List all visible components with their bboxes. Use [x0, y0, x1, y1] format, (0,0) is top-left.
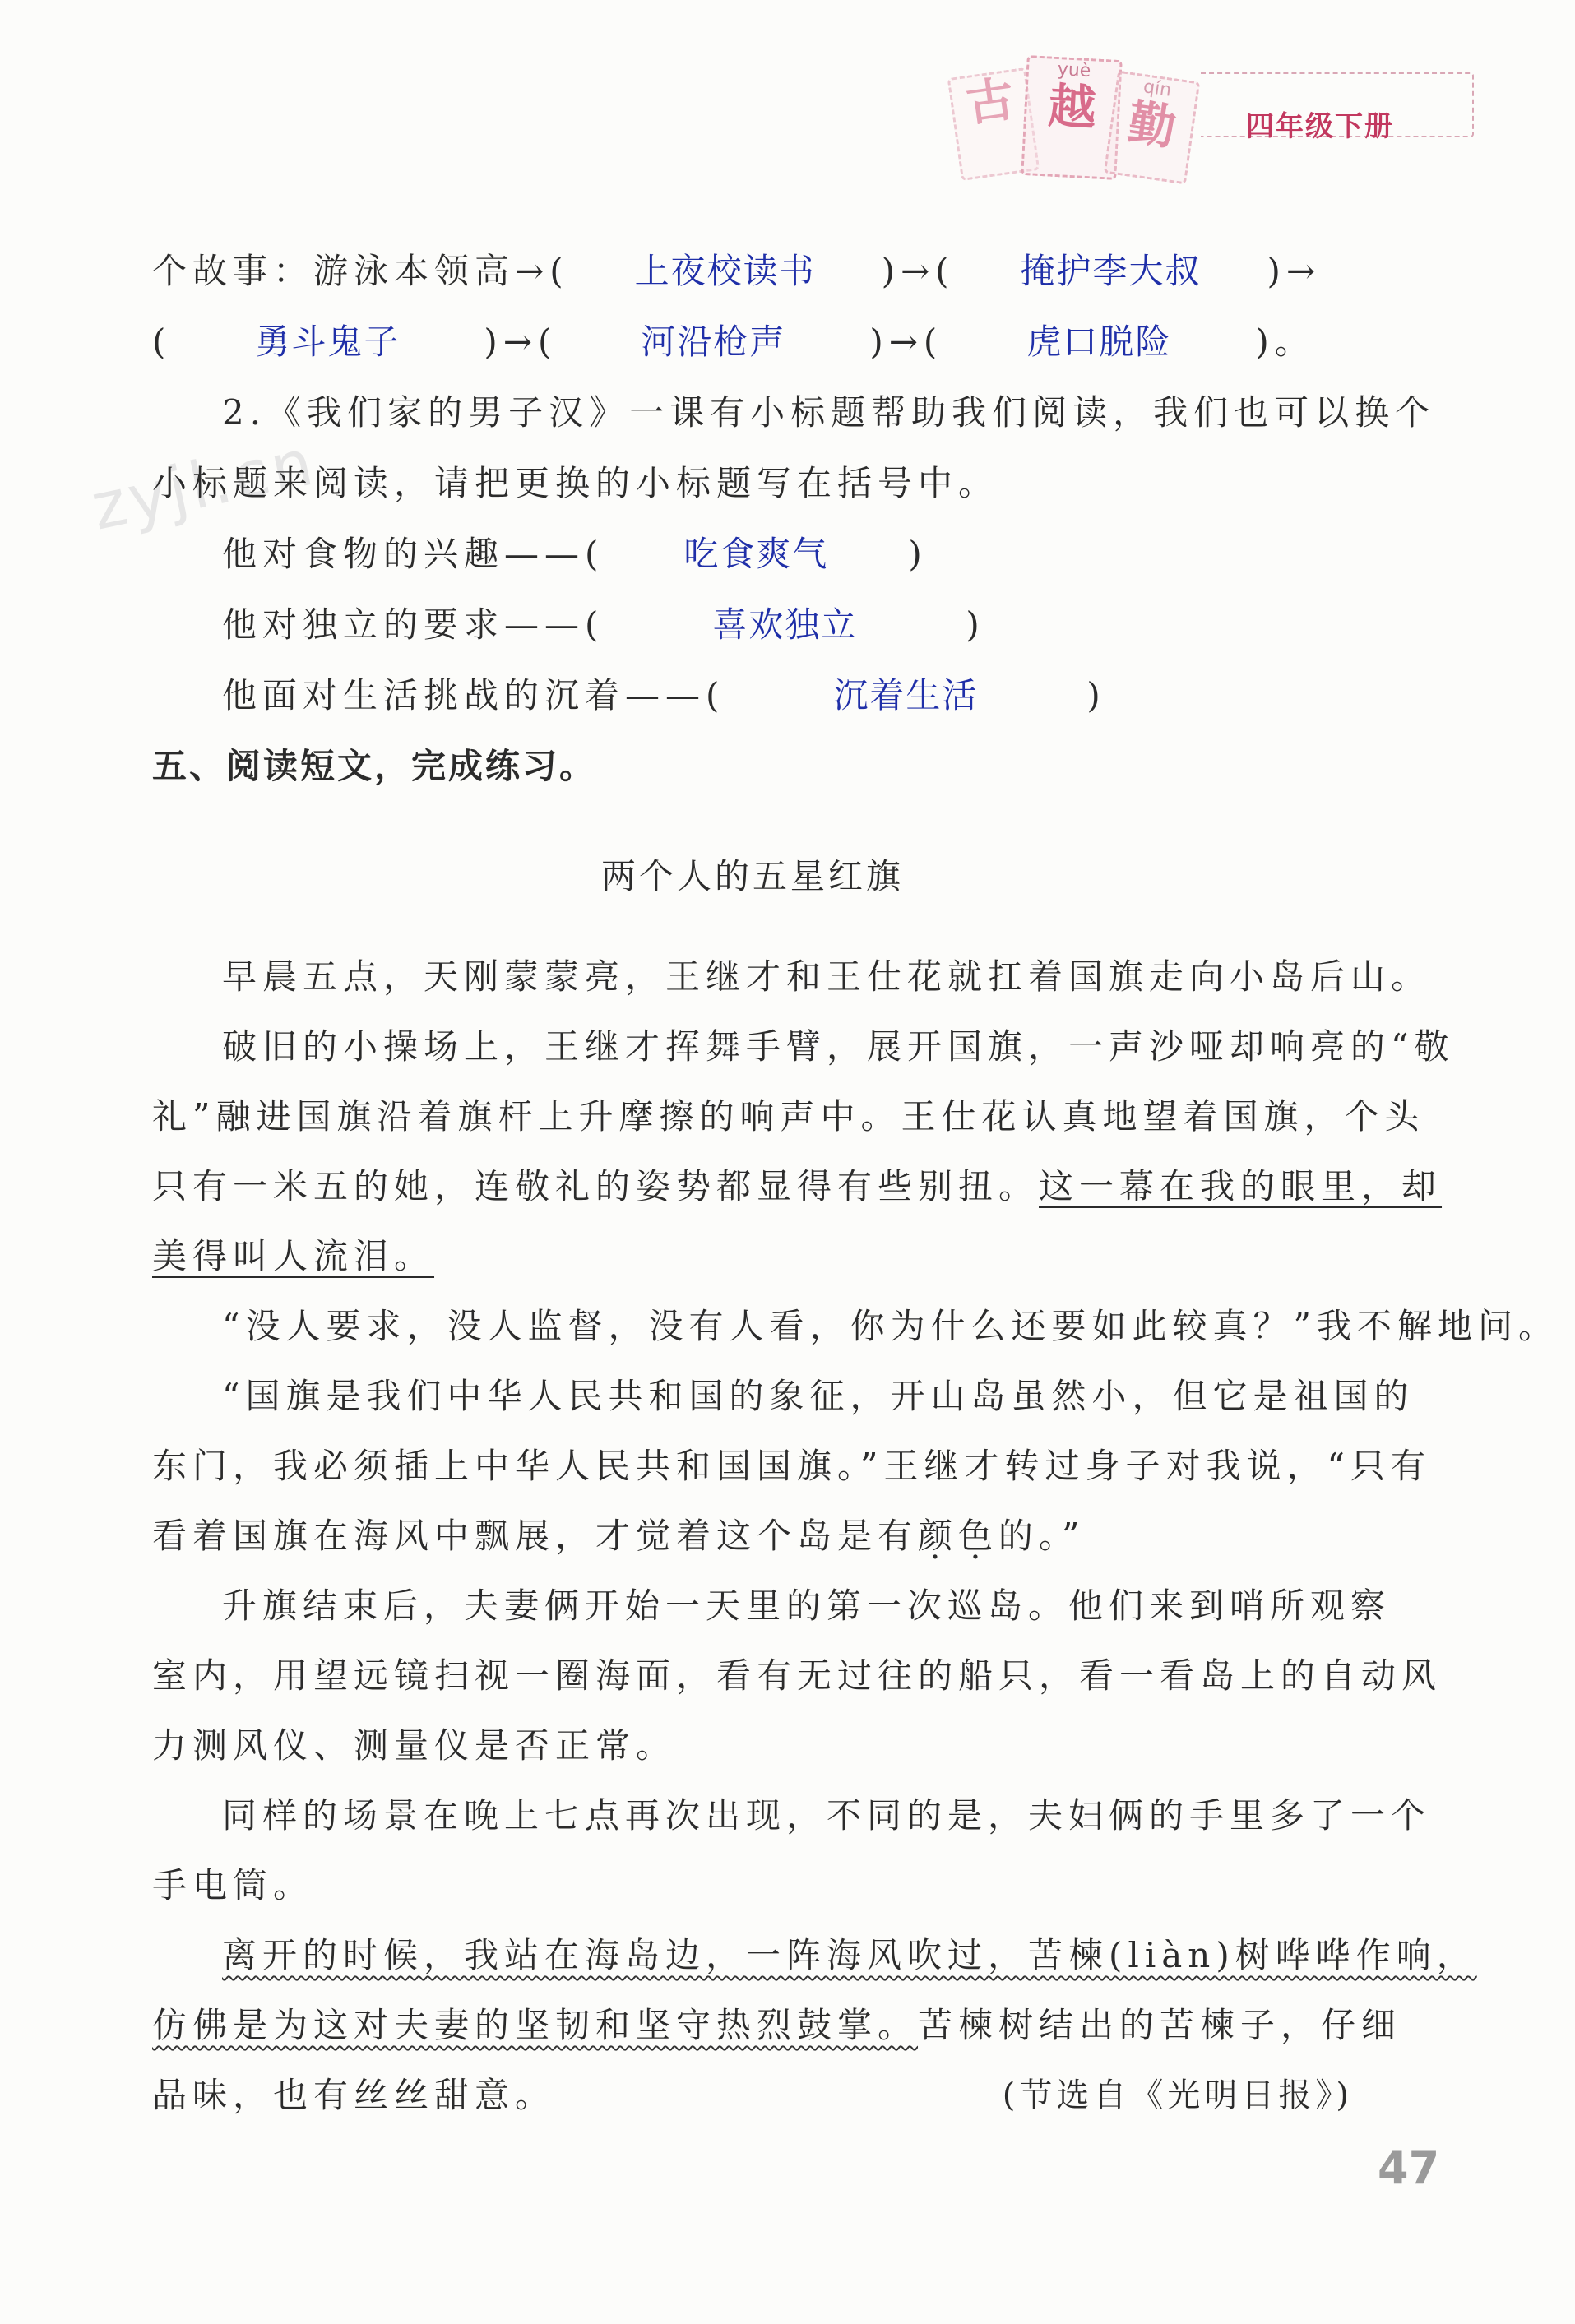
paragraph-text: 的。”: [998, 1516, 1086, 1556]
q1-text: )→(: [484, 322, 558, 362]
underlined-sentence: 美得叫人流泪。: [152, 1236, 435, 1276]
paragraph-text: 只有一米五的她，连敬礼的姿势都显得有些别扭。: [152, 1166, 1040, 1206]
paragraph-2-line-3: [152, 1164, 1442, 1210]
stamp-char: 越: [1046, 77, 1098, 137]
q1-line-2: [152, 319, 1315, 365]
paragraph-7-line-1: [222, 1933, 1477, 1979]
stamp-pinyin: yuè: [1057, 59, 1091, 82]
stamp-char: 勤: [1124, 94, 1180, 156]
q2-answer-1: 吃食爽气: [683, 534, 829, 574]
paragraph-text: 看着国旗在海风中飘展，才觉着这个岛是有: [152, 1516, 919, 1556]
grade-label: 四年级下册: [1246, 110, 1394, 143]
story-title: 两个人的五星红旗: [600, 856, 904, 896]
paragraph-3: “没人要求，没人监督，没有人看，你为什么还要如此较真？”我不解地问。: [222, 1306, 1559, 1346]
underlined-sentence: 这一幕在我的眼里，却: [1039, 1166, 1443, 1206]
q2-item-label: 他面对生活挑战的沉着——(: [222, 675, 725, 715]
stamp-char: 古: [962, 70, 1018, 132]
answer-3: 勇斗鬼子: [255, 322, 401, 362]
paragraph-2-line-4: [152, 1234, 434, 1280]
paragraph-7-line-3: 品味，也有丝丝甜意。: [152, 2075, 556, 2115]
answer-1: 上夜校读书: [634, 251, 816, 291]
answer-2: 掩护李大叔: [1020, 251, 1202, 291]
q2-prompt-2: 小标题来阅读，请把更换的小标题写在括号中。: [152, 463, 999, 503]
paragraph-5-line-2: 室内，用望远镜扫视一圈海面，看有无过往的船只，看一看岛上的自动风: [152, 1655, 1443, 1696]
emphasized-char: 颜: [918, 1516, 959, 1556]
paragraph-5-line-1: 升旗结束后，夫妻俩开始一天里的第一次巡岛。他们来到哨所观察: [222, 1586, 1392, 1626]
paragraph-6-line-2: 手电筒。: [152, 1865, 314, 1905]
q1-text: )→(: [869, 322, 943, 362]
paragraph-4-line-2: 东门，我必须插上中华人民共和国国旗。”王继才转过身子对我说，“只有: [152, 1446, 1431, 1486]
q1-text: )→(: [881, 251, 955, 291]
wavy-underlined-sentence: 离开的时候，我站在海岛边，一阵海风吹过，苦楝(liàn)树哗哗作响，: [222, 1935, 1477, 1975]
source-citation: (节选自《光明日报》): [1002, 2076, 1353, 2114]
header-stamps: [954, 58, 1201, 193]
paragraph-7-line-2: [152, 2002, 1401, 2049]
stamp-pinyin: qín: [1142, 76, 1173, 101]
watermark: zyjl.cn: [85, 425, 322, 545]
paragraph-1: 早晨五点，天刚蒙蒙亮，王继才和王仕花就扛着国旗走向小岛后山。: [222, 956, 1432, 997]
q2-answer-2: 喜欢独立: [712, 604, 858, 645]
answer-4: 河沿枪声: [641, 322, 786, 362]
q2-item-3: [222, 673, 1106, 719]
q2-item-close: ): [1086, 675, 1106, 715]
paragraph-2-line-1: 破旧的小操场上，王继才挥舞手臂，展开国旗，一声沙哑却响亮的“敬: [222, 1026, 1455, 1067]
q1-line-1: [152, 248, 1321, 294]
q1-text: )→: [1267, 251, 1322, 291]
page-number: 47: [1378, 2142, 1440, 2194]
section-title: 五、阅读短文，完成练习。: [152, 746, 597, 786]
q1-text: (: [152, 322, 172, 362]
q2-item-label: 他对食物的兴趣——(: [222, 534, 605, 574]
q2-answer-3: 沉着生活: [833, 675, 979, 715]
wavy-underlined-sentence: 仿佛是为这对夫妻的坚韧和坚守热烈鼓掌。: [152, 2005, 919, 2045]
q2-prompt-1: 2.《我们家的男子汉》一课有小标题帮助我们阅读，我们也可以换个: [222, 392, 1436, 433]
paragraph-4-line-1: “国旗是我们中华人民共和国的象征，开山岛虽然小，但它是祖国的: [222, 1376, 1415, 1416]
q2-item-label: 他对独立的要求——(: [222, 604, 605, 645]
q1-text: )。: [1255, 322, 1315, 362]
paragraph-4-line-3: [152, 1513, 1086, 1559]
q2-item-2: [222, 602, 985, 648]
paragraph-2-line-2: 礼”融进国旗沿着旗杆上升摩擦的响声中。王仕花认真地望着国旗，个头: [152, 1096, 1425, 1137]
paragraph-6-line-1: 同样的场景在晚上七点再次出现，不同的是，夫妇俩的手里多了一个: [222, 1795, 1432, 1836]
paragraph-text: 苦楝树结出的苦楝子，仔细: [918, 2005, 1402, 2045]
q2-item-close: ): [908, 534, 928, 574]
q2-item-1: [222, 531, 928, 577]
q1-text: 个故事：游泳本领高→(: [152, 251, 569, 291]
emphasized-char: 色: [958, 1516, 999, 1556]
q2-item-close: ): [966, 604, 985, 645]
stamp-qin: [1104, 71, 1201, 185]
answer-5: 虎口脱险: [1026, 322, 1172, 362]
paragraph-5-line-3: 力测风仪、测量仪是否正常。: [152, 1725, 677, 1766]
